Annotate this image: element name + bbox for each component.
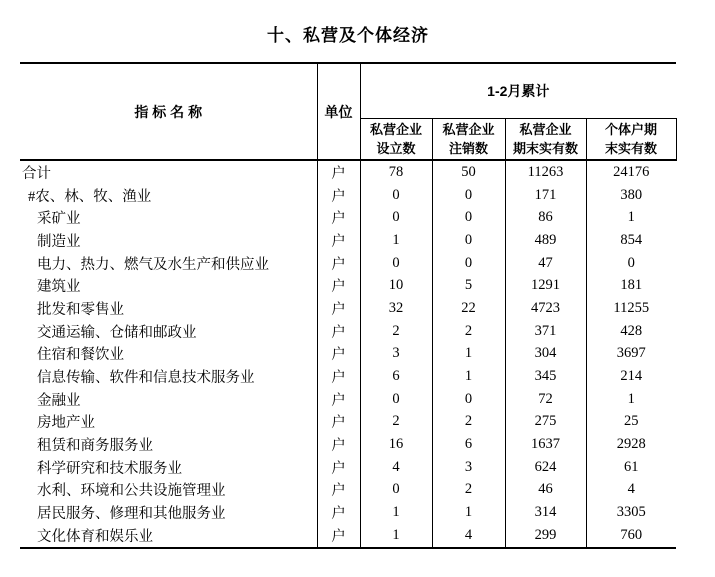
row-value: 22 <box>432 297 505 320</box>
row-value: 5 <box>432 274 505 297</box>
row-value: 304 <box>505 343 586 366</box>
row-value: 0 <box>432 184 505 207</box>
col-header-indicator-name: 指 标 名 称 <box>20 63 317 160</box>
row-value: 0 <box>432 229 505 252</box>
row-value: 0 <box>360 206 432 229</box>
row-value: 1 <box>432 365 505 388</box>
row-value: 380 <box>620 186 643 203</box>
col-subheader-2 <box>505 119 586 161</box>
row-unit: 户 <box>317 160 360 184</box>
row-label: 金融业 <box>37 392 81 409</box>
row-value: 2 <box>432 320 505 343</box>
row-value: 4 <box>360 456 432 479</box>
col-subheader-line1: 私营企业 <box>519 122 572 137</box>
col-subheader-line1: 私营企业 <box>369 122 422 137</box>
row-value: 78 <box>360 160 432 184</box>
row-value: 1 <box>360 524 432 548</box>
table-row <box>20 365 676 388</box>
col-subheader-line2: 末实有数 <box>605 141 658 156</box>
row-unit: 户 <box>317 524 360 548</box>
row-value: 6 <box>432 433 505 456</box>
row-unit: 户 <box>317 184 360 207</box>
col-subheader-line2: 注销数 <box>448 141 488 156</box>
row-value: 16 <box>360 433 432 456</box>
col-subheader-3 <box>586 119 676 161</box>
table-row <box>20 274 676 297</box>
row-label: 合计 <box>22 165 51 182</box>
table-row <box>20 456 676 479</box>
row-unit: 户 <box>317 320 360 343</box>
row-value: 214 <box>620 368 643 385</box>
row-unit: 户 <box>317 433 360 456</box>
row-value: 3 <box>432 456 505 479</box>
row-label: 住宿和餐饮业 <box>37 347 124 364</box>
row-value: 1 <box>432 343 505 366</box>
table-row <box>20 206 676 229</box>
row-value: 11263 <box>505 160 586 184</box>
row-unit: 户 <box>317 365 360 388</box>
table-body <box>20 160 676 548</box>
page-title: 十、私营及个体经济 <box>267 26 429 45</box>
row-value: 6 <box>360 365 432 388</box>
row-value: 0 <box>627 254 635 271</box>
row-value: 0 <box>360 479 432 502</box>
table-row <box>20 320 676 343</box>
row-value: 1 <box>627 209 635 226</box>
table-row <box>20 343 676 366</box>
row-value: 428 <box>620 322 643 339</box>
row-label: 文化体育和娱乐业 <box>20 524 317 548</box>
table-row <box>20 524 676 548</box>
row-value: 299 <box>505 524 586 548</box>
row-value: 2 <box>432 411 505 434</box>
table-row <box>20 388 676 411</box>
table-row <box>20 479 676 502</box>
row-label: 房地产业 <box>37 415 95 432</box>
row-value: 3305 <box>616 504 646 521</box>
row-unit: 户 <box>317 388 360 411</box>
row-label: 科学研究和技术服务业 <box>37 460 182 477</box>
row-value: 2928 <box>616 436 646 453</box>
row-value: 3697 <box>616 345 646 362</box>
statistics-table <box>20 62 677 549</box>
row-unit: 户 <box>317 206 360 229</box>
col-header-period-group: 1-2月累计 <box>360 63 676 119</box>
row-value: 489 <box>505 229 586 252</box>
table-header <box>20 63 676 160</box>
table-row <box>20 184 676 207</box>
col-subheader-1 <box>432 119 505 161</box>
col-subheader-line2: 期末实有数 <box>512 141 578 156</box>
row-value: 86 <box>505 206 586 229</box>
col-subheader-line1: 私营企业 <box>442 122 495 137</box>
row-value: 760 <box>586 524 676 548</box>
row-label: 建筑业 <box>37 279 81 296</box>
row-value: 0 <box>432 388 505 411</box>
row-value: 181 <box>620 277 643 294</box>
row-value: 345 <box>505 365 586 388</box>
row-unit: 户 <box>317 411 360 434</box>
row-value: 314 <box>505 501 586 524</box>
row-value: 46 <box>505 479 586 502</box>
row-value: 1 <box>432 501 505 524</box>
row-label: 批发和零售业 <box>37 301 124 318</box>
row-value: 2 <box>360 320 432 343</box>
row-value: 0 <box>360 252 432 275</box>
row-value: 4723 <box>505 297 586 320</box>
row-label: 制造业 <box>37 233 81 250</box>
col-subheader-0 <box>360 119 432 161</box>
row-value: 1 <box>627 390 635 407</box>
row-value: 11255 <box>613 299 650 316</box>
col-header-unit: 单位 <box>317 63 360 160</box>
row-unit: 户 <box>317 456 360 479</box>
row-label: 租赁和商务服务业 <box>37 438 153 455</box>
row-unit: 户 <box>317 343 360 366</box>
table-row <box>20 501 676 524</box>
row-unit: 户 <box>317 297 360 320</box>
row-value: 624 <box>505 456 586 479</box>
row-value: 275 <box>505 411 586 434</box>
table-row <box>20 433 676 456</box>
row-value: 0 <box>360 388 432 411</box>
row-value: 61 <box>624 458 639 475</box>
row-label: 信息传输、软件和信息技术服务业 <box>37 370 255 387</box>
row-value: 854 <box>620 231 643 248</box>
row-value: 32 <box>360 297 432 320</box>
row-value: 2 <box>360 411 432 434</box>
col-subheader-line2: 设立数 <box>376 141 416 156</box>
table-row <box>20 252 676 275</box>
table-row <box>20 297 676 320</box>
row-value: 10 <box>360 274 432 297</box>
document-sheet <box>20 26 676 549</box>
row-unit: 户 <box>317 274 360 297</box>
table-row <box>20 229 676 252</box>
row-unit: 户 <box>317 252 360 275</box>
row-label: 水利、环境和公共设施管理业 <box>37 483 226 500</box>
row-value: 1637 <box>505 433 586 456</box>
table-row <box>20 160 676 184</box>
row-value: 371 <box>505 320 586 343</box>
row-value: 24176 <box>613 163 650 180</box>
row-label: 电力、热力、燃气及水生产和供应业 <box>37 256 269 273</box>
col-subheader-line1: 个体户期 <box>605 122 658 137</box>
row-value: 3 <box>360 343 432 366</box>
row-unit: 户 <box>317 501 360 524</box>
row-value: 0 <box>432 206 505 229</box>
row-value: 50 <box>432 160 505 184</box>
row-value: 47 <box>505 252 586 275</box>
row-value: 4 <box>627 481 635 498</box>
row-label: 居民服务、修理和其他服务业 <box>37 506 226 523</box>
row-label: 交通运输、仓储和邮政业 <box>37 324 197 341</box>
row-label: 采矿业 <box>37 211 81 228</box>
row-unit: 户 <box>317 229 360 252</box>
row-value: 25 <box>624 413 639 430</box>
row-value: 72 <box>505 388 586 411</box>
row-label: #农、林、牧、渔业 <box>28 188 152 205</box>
row-value: 0 <box>360 184 432 207</box>
row-value: 2 <box>432 479 505 502</box>
row-unit: 户 <box>317 479 360 502</box>
table-row <box>20 411 676 434</box>
row-value: 0 <box>432 252 505 275</box>
row-value: 4 <box>432 524 505 548</box>
row-value: 1 <box>360 501 432 524</box>
row-value: 1291 <box>505 274 586 297</box>
row-value: 1 <box>360 229 432 252</box>
row-value: 171 <box>505 184 586 207</box>
